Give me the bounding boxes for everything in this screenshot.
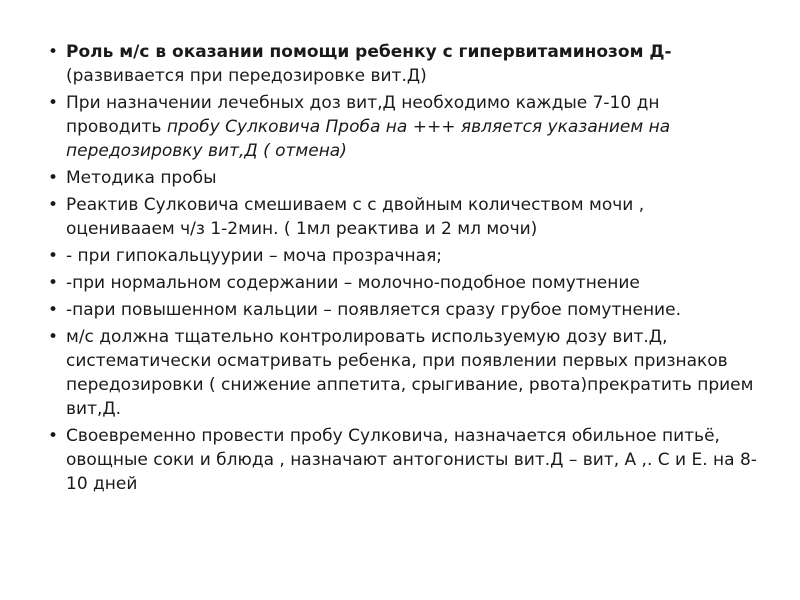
item-text: При назначении лечебных доз вит,Д необходимо каждые 7-10 дн проводить xyxy=(66,93,660,137)
list-item xyxy=(48,40,758,88)
bullet-icon: • xyxy=(48,426,59,446)
item-text: м/с должна тщательно контролировать используемую дозу вит.Д, систематически осматривать ребенка, при появлении первых признаков передозировки ( снижение аппетита, срыгивание, рвота)прекратить прием вит,Д. xyxy=(66,327,754,419)
list-item xyxy=(48,244,758,268)
item-text: -пари повышенном кальции – появляется сразу грубое помутнение. xyxy=(66,300,681,320)
bullet-icon: • xyxy=(48,246,59,266)
list-item xyxy=(48,424,758,496)
bullet-icon: • xyxy=(48,42,59,62)
list-item xyxy=(48,325,758,421)
bullet-icon: • xyxy=(48,300,59,320)
bullet-icon: • xyxy=(48,168,59,188)
item-bold-text: Роль м/с в оказании помощи ребенку с гипервитаминозом Д- xyxy=(66,42,672,62)
bullet-icon: • xyxy=(48,93,59,113)
item-text: -при нормальном содержании – молочно-подобное помутнение xyxy=(66,273,640,293)
bullet-icon: • xyxy=(48,195,59,215)
item-italic-text: пробу Сулковича Проба на +++ является указанием на передозировку вит,Д ( отмена) xyxy=(66,117,671,161)
item-text: Своевременно провести пробу Сулковича, назначается обильное питьё, овощные соки и блюда , назначают антогонисты вит.Д – вит, А ,. С и Е. на 8-10 дней xyxy=(66,426,757,494)
bullet-list xyxy=(48,40,758,499)
item-text: - при гипокальцуурии – моча прозрачная; xyxy=(66,246,443,266)
list-item xyxy=(48,166,758,190)
list-item xyxy=(48,271,758,295)
item-text: (развивается при передозировке вит.Д) xyxy=(66,66,427,86)
list-item xyxy=(48,91,758,163)
bullet-icon: • xyxy=(48,327,59,347)
item-text: Методика пробы xyxy=(66,168,217,188)
item-text: Реактив Сулковича смешиваем с с двойным количеством мочи , оценивааем ч/з 1-2мин. ( 1мл реактива и 2 мл мочи) xyxy=(66,195,645,239)
list-item xyxy=(48,193,758,241)
bullet-icon: • xyxy=(48,273,59,293)
list-item xyxy=(48,298,758,322)
